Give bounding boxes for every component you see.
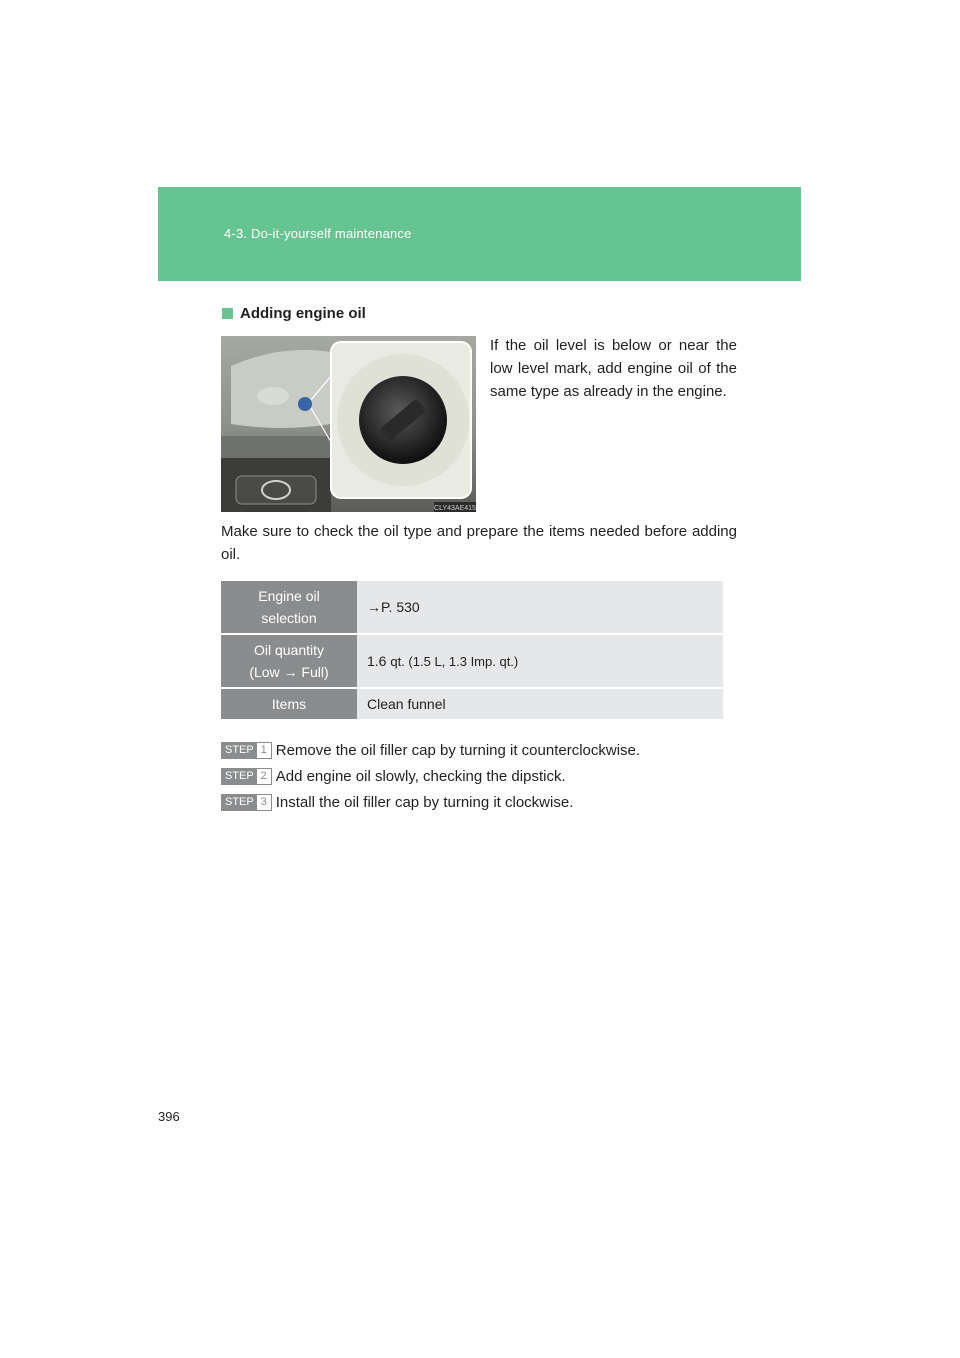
table-key: Items — [221, 688, 357, 720]
engine-photo — [221, 336, 476, 512]
step-list — [221, 737, 640, 815]
table-row — [221, 581, 723, 634]
step-item — [221, 763, 640, 789]
step-badge: STEP 3 — [221, 794, 272, 811]
table-key: Oil quantity (Low → Full) — [221, 634, 357, 688]
oil-spec-table — [221, 581, 723, 721]
subsection-title: Adding engine oil — [240, 305, 366, 322]
figure-code: CLY43AE415 — [434, 505, 476, 512]
heading-square-icon — [222, 308, 233, 319]
table-key: Engine oil selection — [221, 581, 357, 634]
step-text: Add engine oil slowly, checking the dipstick. — [275, 767, 566, 785]
page-number: 396 — [158, 1109, 180, 1124]
step-item — [221, 789, 640, 815]
step-badge: STEP 1 — [221, 742, 272, 759]
step-badge: STEP 2 — [221, 768, 272, 785]
intro-text: If the oil level is below or near the low level mark, add engine oil of the same type as already in the engine. — [490, 337, 737, 400]
page-reference-link[interactable]: →P. 530 — [357, 581, 723, 634]
step-text: Remove the oil filler cap by turning it counterclockwise. — [275, 741, 641, 759]
table-row — [221, 688, 723, 720]
section-label: 4-3. Do-it-yourself maintenance — [224, 226, 412, 241]
table-row — [221, 634, 723, 688]
lead-text: Make sure to check the oil type and prepare the items needed before adding oil. — [221, 523, 737, 563]
table-value: 1.6 qt. (1.5 L, 1.3 Imp. qt.) — [357, 634, 723, 688]
subsection-heading — [222, 305, 366, 322]
step-text: Install the oil filler cap by turning it clockwise. — [275, 793, 574, 811]
table-value: Clean funnel — [357, 688, 723, 720]
step-item — [221, 737, 640, 763]
